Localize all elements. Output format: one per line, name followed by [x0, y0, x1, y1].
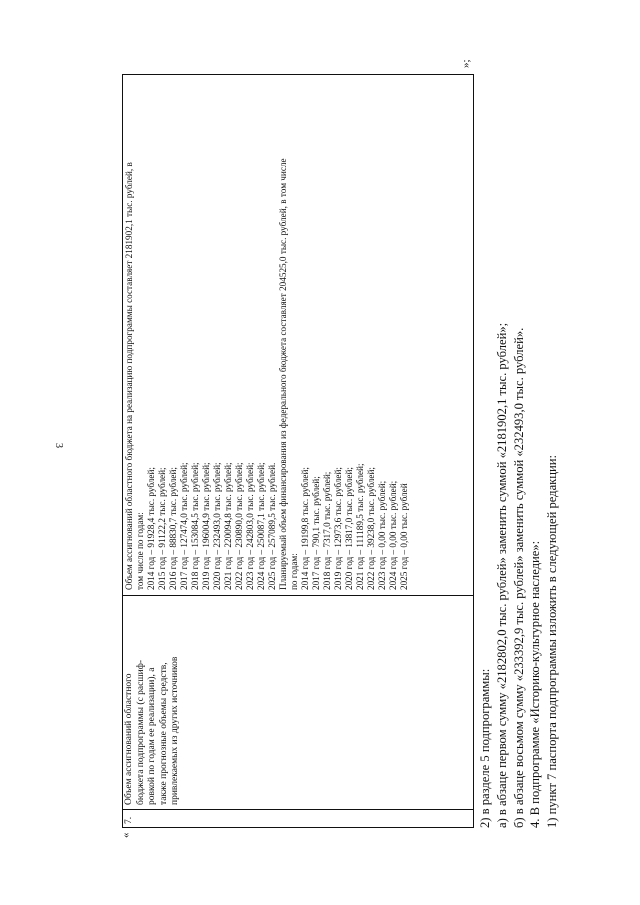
opening-quote: «: [120, 832, 132, 838]
value-line: 2021 год – 220094,8 тыс. рублей;: [223, 462, 233, 590]
value-line: 2018 год – 7317,0 тыс. рублей;: [322, 471, 332, 590]
value-line: 2018 год – 153084,5 тыс. рублей;: [190, 462, 200, 590]
value-line: том числе по годам:: [135, 512, 145, 590]
value-line: 2023 год – 242803,0 тыс. рублей;: [245, 462, 255, 590]
value-line: 2020 год – 232493,0 тыс. рублей;: [212, 462, 222, 590]
value-line: 2025 год – 257089,5 тыс. рублей.: [267, 462, 277, 590]
value-line: Планируемый объем финансирования из федерального бюджета составляет 204525,0 тыс. рублей, в том числе: [278, 158, 288, 590]
name-line: также прогнозные объемы средств,: [158, 662, 169, 805]
value-line: 2024 год – 0,00 тыс. рублей;: [388, 480, 398, 590]
paragraph: б) в абзаце восьмом сумму «233392,9 тыс. рублей» заменить суммой «232493,0 тыс. рублей».: [511, 327, 526, 828]
value-line: 2024 год – 250087,1 тыс. рублей;: [256, 462, 266, 590]
value-line: 2014 год – 19199,8 тыс. рублей;: [300, 467, 310, 590]
name-line: Объем ассигнований областного: [124, 673, 134, 805]
name-line: ровкой по годам ее реализации), а: [147, 667, 158, 805]
name-line: бюджета подпрограммы (с расшиф-: [135, 659, 146, 805]
rotated-content: [120, 58, 590, 838]
value-line: 2022 год – 39238,0 тыс. рублей;: [366, 467, 376, 590]
amendment-paragraphs: [477, 68, 561, 828]
value-line: по годам:: [289, 553, 299, 590]
paragraph: 2) в разделе 5 подпрограммы:: [478, 668, 492, 828]
row-name-cell: [123, 595, 473, 809]
paragraph: 4. В подпрограмме «Историко-культурное наследие»:: [528, 540, 543, 828]
value-line: 2017 год – 790,1 тыс. рублей;: [311, 476, 321, 590]
value-line: 2019 год – 196004,9 тыс. рублей;: [201, 462, 211, 590]
value-line: 2019 год – 12973,6 тыс. рублей;: [333, 467, 343, 590]
page-number: 3: [53, 443, 64, 448]
value-line: 2016 год – 88830,7 тыс. рублей;: [168, 467, 178, 590]
value-line: 2020 год – 13817,0 тыс. рублей;: [344, 467, 354, 590]
value-line: 2014 год – 91928,4 тыс. рублей;: [146, 467, 156, 590]
value-line: 2025 год – 0,00 тыс. рублей: [399, 483, 409, 590]
row-values-cell: [123, 75, 473, 595]
name-line: привлекаемых из других источников: [170, 656, 181, 805]
value-line: Объем ассигнований областного бюджета на реализацию подпрограммы составляет 2181902,1 тыс. рублей, в: [124, 162, 134, 590]
value-line: 2017 год – 127474,0 тыс. рублей;: [179, 462, 189, 590]
value-line: 2023 год – 0,00 тыс. рублей;: [377, 480, 387, 590]
paragraph: 1) пункт 7 паспорта подпрограммы изложить в следующей редакции:: [545, 454, 560, 828]
row-number-cell: 7.: [123, 809, 473, 827]
closing-quote: »;: [460, 59, 472, 68]
value-line: 2022 год – 230890,0 тыс. рублей;: [234, 462, 244, 590]
passport-table: [122, 74, 474, 828]
value-line: 2021 год – 111189,5 тыс. рублей;: [355, 463, 365, 590]
paragraph: а) в абзаце первом сумму «2182802,0 тыс. рублей» заменить суммой «2181902,1 тыс. рублей»;: [494, 322, 509, 828]
value-line: 2015 год – 91122,2 тыс. рублей;: [157, 467, 167, 590]
